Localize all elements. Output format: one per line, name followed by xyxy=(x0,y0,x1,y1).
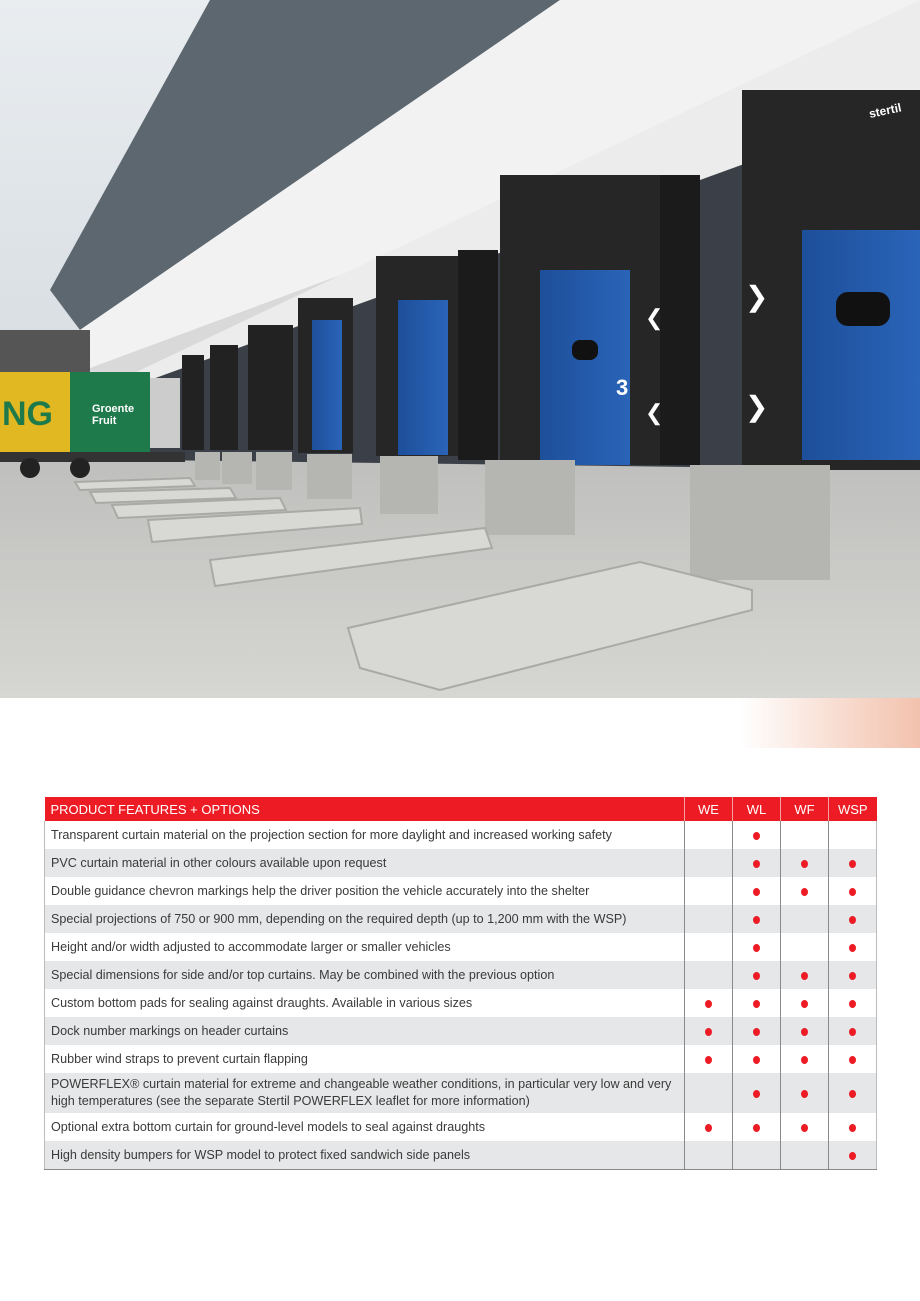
included-dot-icon xyxy=(753,944,760,952)
mark-cell xyxy=(829,989,877,1017)
mark-cell xyxy=(685,1141,733,1170)
table-row xyxy=(45,1113,877,1141)
header-feature: PRODUCT FEATURES + OPTIONS xyxy=(45,797,685,821)
mark-cell xyxy=(781,905,829,933)
table-row xyxy=(45,877,877,905)
svg-text:❯: ❯ xyxy=(745,391,769,422)
mark-cell xyxy=(781,1045,829,1073)
mark-cell xyxy=(781,933,829,961)
mark-cell xyxy=(733,1073,781,1113)
brand-sign: stertil xyxy=(867,100,903,121)
feature-cell: Rubber wind straps to prevent curtain flapping xyxy=(45,1045,685,1073)
mark-cell xyxy=(781,1141,829,1170)
mark-cell xyxy=(733,877,781,905)
included-dot-icon xyxy=(705,1056,712,1064)
header-wsp: WSP xyxy=(829,797,877,821)
svg-text:❮: ❮ xyxy=(645,305,664,330)
included-dot-icon xyxy=(753,916,760,924)
mark-cell xyxy=(685,905,733,933)
mark-cell xyxy=(733,989,781,1017)
mark-cell xyxy=(829,1073,877,1113)
included-dot-icon xyxy=(849,972,856,980)
mark-cell xyxy=(685,1017,733,1045)
mark-cell xyxy=(781,961,829,989)
feature-cell: Special projections of 750 or 900 mm, depending on the required depth (up to 1,200 mm with the WSP) xyxy=(45,905,685,933)
included-dot-icon xyxy=(801,1056,808,1064)
mark-cell xyxy=(685,989,733,1017)
table-row xyxy=(45,905,877,933)
feature-cell: POWERFLEX® curtain material for extreme and changeable weather conditions, in particular very low and very high temperatures (see the separate Stertil POWERFLEX leaflet for more information) xyxy=(45,1073,685,1113)
mark-cell xyxy=(685,821,733,849)
mark-cell xyxy=(733,961,781,989)
feature-cell: PVC curtain material in other colours available upon request xyxy=(45,849,685,877)
mark-cell xyxy=(685,1045,733,1073)
svg-text:❮: ❮ xyxy=(645,400,664,425)
table-row xyxy=(45,933,877,961)
feature-cell: Double guidance chevron markings help the driver position the vehicle accurately into the shelter xyxy=(45,877,685,905)
table-row xyxy=(45,1017,877,1045)
mark-cell xyxy=(781,1073,829,1113)
included-dot-icon xyxy=(849,1090,856,1098)
mark-cell xyxy=(781,1017,829,1045)
header-we: WE xyxy=(685,797,733,821)
included-dot-icon xyxy=(753,1124,760,1132)
door-number: 3 xyxy=(616,375,629,400)
truck-text: Fruit xyxy=(92,415,117,427)
mark-cell xyxy=(829,1045,877,1073)
header-wl: WL xyxy=(733,797,781,821)
feature-cell: Transparent curtain material on the projection section for more daylight and increased working safety xyxy=(45,821,685,849)
mark-cell xyxy=(829,849,877,877)
mark-cell xyxy=(829,961,877,989)
table-row xyxy=(45,821,877,849)
mark-cell xyxy=(733,849,781,877)
included-dot-icon xyxy=(753,1090,760,1098)
table-row xyxy=(45,1141,877,1170)
feature-cell: Special dimensions for side and/or top curtains. May be combined with the previous option xyxy=(45,961,685,989)
included-dot-icon xyxy=(705,1028,712,1036)
mark-cell xyxy=(733,1113,781,1141)
feature-cell: Optional extra bottom curtain for ground-level models to seal against draughts xyxy=(45,1113,685,1141)
mark-cell xyxy=(733,821,781,849)
header-wf: WF xyxy=(781,797,829,821)
truck-text: NG xyxy=(2,395,53,433)
mark-cell xyxy=(829,877,877,905)
included-dot-icon xyxy=(849,1152,856,1160)
mark-cell xyxy=(781,989,829,1017)
included-dot-icon xyxy=(753,888,760,896)
included-dot-icon xyxy=(849,1124,856,1132)
mark-cell xyxy=(733,1045,781,1073)
svg-text:❯: ❯ xyxy=(745,281,769,312)
feature-cell: High density bumpers for WSP model to protect fixed sandwich side panels xyxy=(45,1141,685,1170)
mark-cell xyxy=(685,849,733,877)
mark-cell xyxy=(733,933,781,961)
mark-cell xyxy=(733,905,781,933)
included-dot-icon xyxy=(849,888,856,896)
mark-cell xyxy=(829,1017,877,1045)
table-row xyxy=(45,989,877,1017)
table-row xyxy=(45,1073,877,1113)
feature-cell: Dock number markings on header curtains xyxy=(45,1017,685,1045)
mark-cell xyxy=(781,849,829,877)
included-dot-icon xyxy=(753,860,760,868)
included-dot-icon xyxy=(705,1000,712,1008)
mark-cell xyxy=(733,1017,781,1045)
mark-cell xyxy=(733,1141,781,1170)
included-dot-icon xyxy=(801,1124,808,1132)
included-dot-icon xyxy=(849,1028,856,1036)
included-dot-icon xyxy=(753,972,760,980)
included-dot-icon xyxy=(801,860,808,868)
mark-cell xyxy=(829,1141,877,1170)
included-dot-icon xyxy=(849,1056,856,1064)
mark-cell xyxy=(685,1073,733,1113)
mark-cell xyxy=(829,821,877,849)
mark-cell xyxy=(781,877,829,905)
included-dot-icon xyxy=(753,1000,760,1008)
mark-cell xyxy=(829,905,877,933)
included-dot-icon xyxy=(801,1000,808,1008)
mark-cell xyxy=(829,933,877,961)
table-row xyxy=(45,849,877,877)
included-dot-icon xyxy=(801,1090,808,1098)
feature-cell: Custom bottom pads for sealing against draughts. Available in various sizes xyxy=(45,989,685,1017)
included-dot-icon xyxy=(849,860,856,868)
table-row xyxy=(45,961,877,989)
included-dot-icon xyxy=(753,1028,760,1036)
mark-cell xyxy=(685,933,733,961)
mark-cell xyxy=(829,1113,877,1141)
included-dot-icon xyxy=(849,944,856,952)
included-dot-icon xyxy=(801,972,808,980)
feature-cell: Height and/or width adjusted to accommodate larger or smaller vehicles xyxy=(45,933,685,961)
features-table xyxy=(44,797,877,1170)
mark-cell xyxy=(685,877,733,905)
mark-cell xyxy=(685,1113,733,1141)
mark-cell xyxy=(685,961,733,989)
included-dot-icon xyxy=(753,832,760,840)
included-dot-icon xyxy=(705,1124,712,1132)
included-dot-icon xyxy=(849,916,856,924)
truck-text: Groente xyxy=(92,403,135,415)
table-row xyxy=(45,1045,877,1073)
mark-cell xyxy=(781,1113,829,1141)
included-dot-icon xyxy=(801,888,808,896)
decorative-gradient xyxy=(740,698,920,748)
included-dot-icon xyxy=(801,1028,808,1036)
mark-cell xyxy=(781,821,829,849)
included-dot-icon xyxy=(849,1000,856,1008)
table-header-row xyxy=(45,797,877,821)
included-dot-icon xyxy=(753,1056,760,1064)
